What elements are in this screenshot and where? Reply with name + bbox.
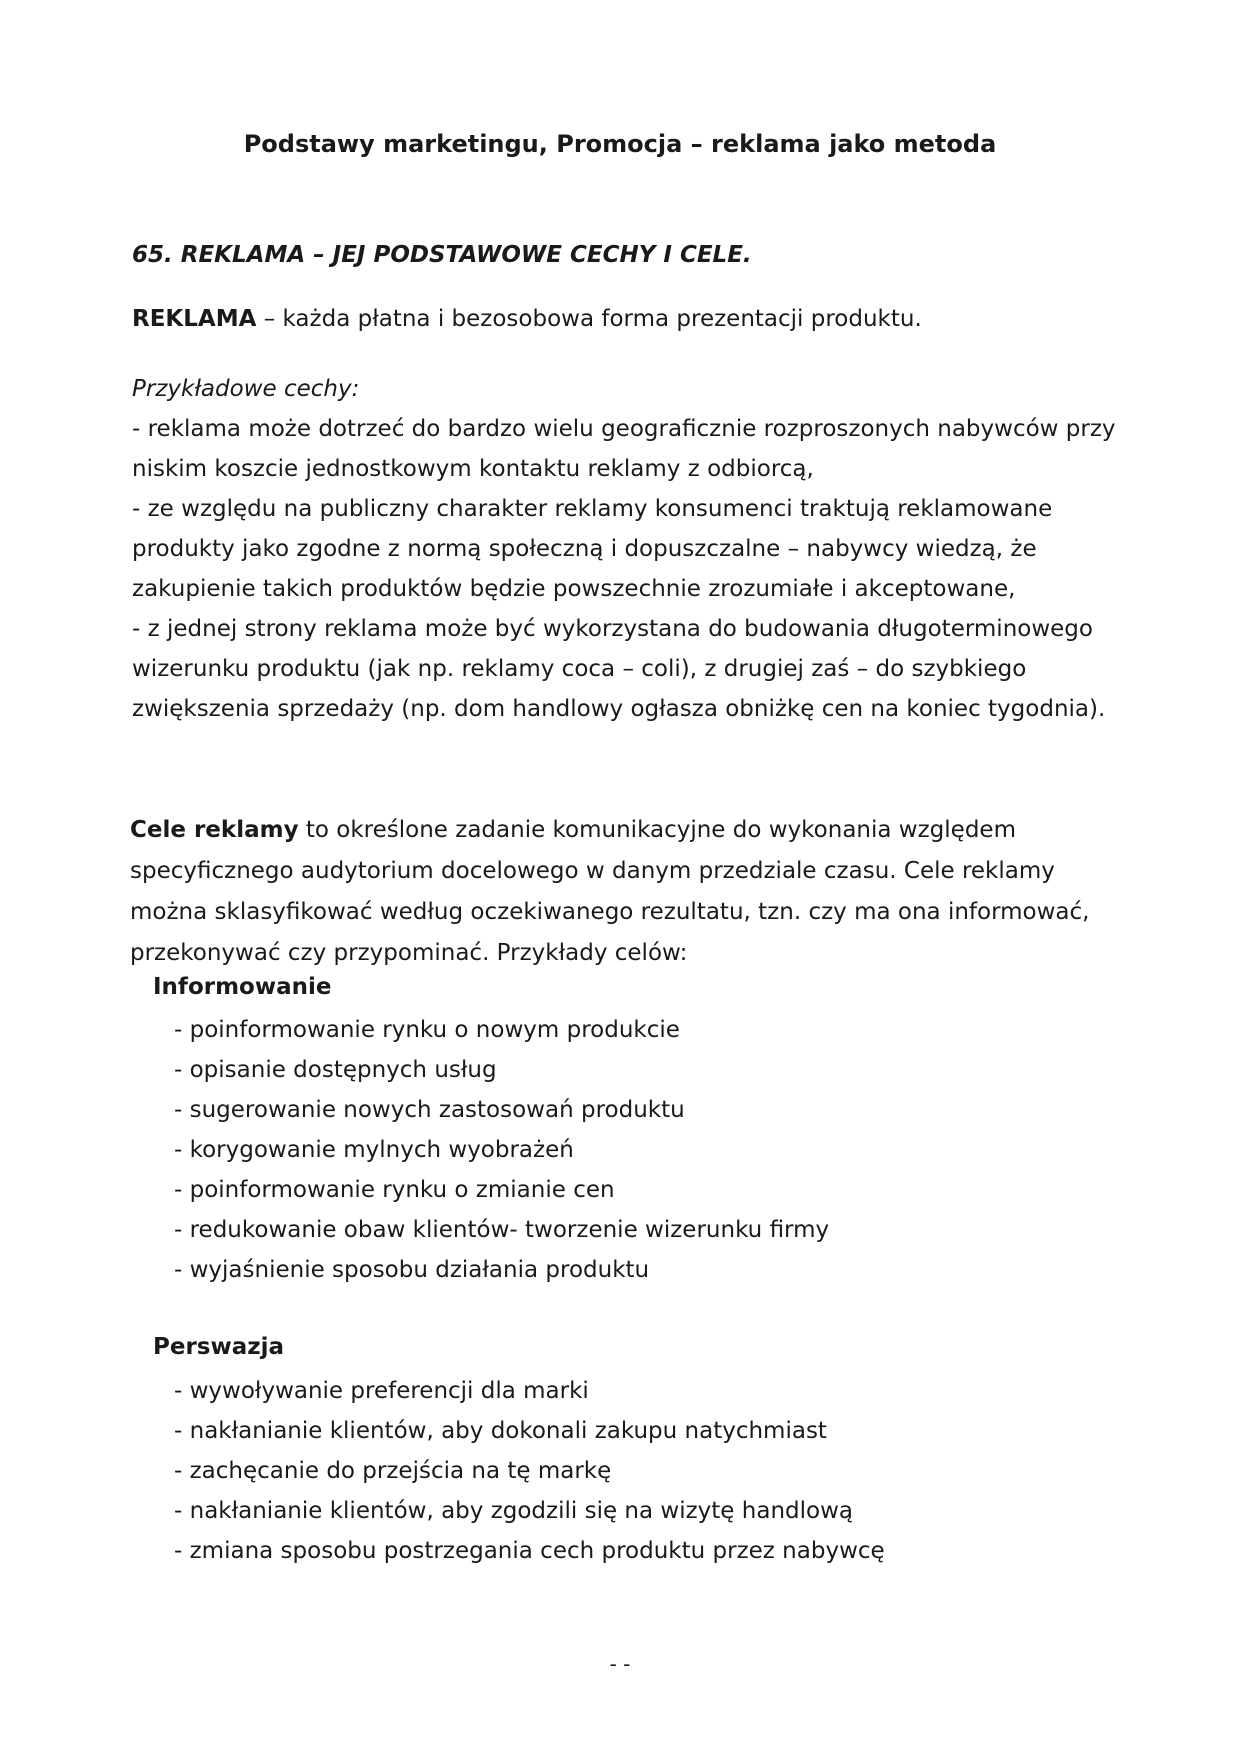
goals-text: to określone zadanie komunikacyjne do wykonania względem specyficznego audytorium docelowego w danym przedziale czasu. Cele reklamy można sklasyfikować według oczekiwanego rezultatu, tzn. czy ma ona informować, przekonywać czy przypominać. Przykłady celów: (130, 817, 1090, 966)
list-item: - zmiana sposobu postrzegania cech produktu przez nabywcę (174, 1538, 885, 1564)
list-item: - redukowanie obaw klientów- tworzenie wizerunku firmy (174, 1217, 830, 1243)
document-title: Podstawy marketingu, Promocja – reklama jako metoda (243, 130, 997, 158)
page-number: - - (609, 1652, 631, 1676)
feature-item: - reklama może dotrzeć do bardzo wielu geograficznie rozproszonych nabywców przy niskim koszcie jednostkowym kontaktu reklamy z odbiorcą, (132, 416, 1116, 482)
list-item: - sugerowanie nowych zastosowań produktu (174, 1097, 685, 1123)
group-heading-informowanie: Informowanie (153, 974, 332, 1000)
list-item: - zachęcanie do przejścia na tę markę (174, 1458, 612, 1484)
definition-paragraph (132, 304, 922, 334)
goal-list-perswazja (174, 1371, 885, 1571)
list-item: - nakłanianie klientów, aby dokonali zakupu natychmiast (174, 1418, 827, 1444)
goal-list-informowanie (174, 1010, 829, 1290)
list-item: - poinformowanie rynku o zmianie cen (174, 1177, 615, 1203)
list-item: - wywoływanie preferencji dla marki (174, 1378, 589, 1404)
section-heading: 65. REKLAMA – JEJ PODSTAWOWE CECHY I CELE. (132, 242, 752, 268)
list-item: - nakłanianie klientów, aby zgodzili się na wizytę handlową (174, 1498, 853, 1524)
goals-term: Cele reklamy (130, 817, 299, 843)
list-item: - korygowanie mylnych wyobrażeń (174, 1137, 574, 1163)
features-block (132, 369, 1132, 729)
group-heading-perswazja: Perswazja (153, 1334, 285, 1360)
list-item: - opisanie dostępnych usług (174, 1057, 497, 1083)
definition-term: REKLAMA (132, 306, 257, 332)
goals-paragraph (130, 810, 1130, 974)
list-item: - wyjaśnienie sposobu działania produktu (174, 1257, 650, 1283)
feature-item: - ze względu na publiczny charakter reklamy konsumenci traktują reklamowane produkty jako zgodne z normą społeczną i dopuszczalne – nabywcy wiedzą, że zakupienie takich produktów będzie powszechnie zrozumiałe i akceptowane, (132, 496, 1053, 602)
list-item: - poinformowanie rynku o nowym produkcie (174, 1017, 680, 1043)
features-label: Przykładowe cechy: (132, 376, 360, 402)
feature-item: - z jednej strony reklama może być wykorzystana do budowania długoterminowego wizerunku produktu (jak np. reklamy coca – coli), z drugiej zaś – do szybkiego zwiększenia sprzedaży (np. dom handlowy ogłasza obniżkę cen na koniec tygodnia). (132, 616, 1106, 722)
definition-text: – każda płatna i bezosobowa forma prezentacji produktu. (256, 306, 922, 332)
